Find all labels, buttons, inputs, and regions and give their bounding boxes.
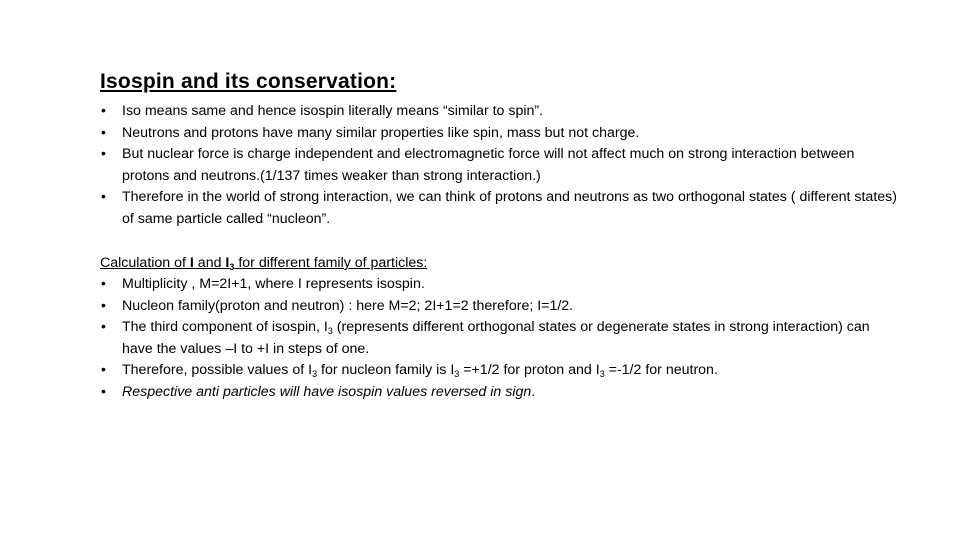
section-heading-i: I (189, 255, 194, 271)
bullet-antiparticles: • Respective anti particles will have isospin values reversed in sign. (100, 382, 900, 404)
section-heading-pre: Calculation of (100, 255, 190, 271)
section-heading-post: for different family of particles: (234, 255, 428, 271)
bullet-charge-independence: • But nuclear force is charge independent and electromagnetic force will not affect much on strong interaction between protons and neutrons.(1/137 times weaker than strong interaction.) (100, 144, 900, 187)
section-heading (100, 253, 427, 275)
bullet-multiplicity: • Multiplicity , M=2I+1, where I represents isospin. (100, 274, 900, 296)
bullet-similar-properties: • Neutrons and protons have many similar properties like spin, mass but not charge. (100, 123, 900, 145)
bullet-possible-values: • Therefore, possible values of $I_3$ for nucleon family is $I_3 =+1/2$ for proton and $I_3 =-1/2$ for neutron. (100, 360, 900, 382)
bullet-nucleon-states: • Therefore in the world of strong interaction, we can think of protons and neutrons as two orthogonal states ( different states) of same particle called “nucleon”. (100, 187, 900, 230)
isospin-bullet-list (100, 101, 900, 230)
section-heading-and: and (193, 255, 226, 271)
bullet-iso-meaning: • Iso means same and hence isospin literally means “similar to spin”. (100, 101, 900, 123)
slide-title: Isospin and its conservation: (100, 70, 397, 93)
bullet-third-component: • The third component of isospin, $I_3$ (represents different orthogonal states or degenerate states in strong interaction) can have the values –I to +I in steps of one. (100, 317, 900, 360)
calculation-bullet-list (100, 274, 900, 403)
bullet-nucleon-family: • Nucleon family(proton and neutron) : here M=2; 2I+1=2 therefore; I=1/2. (100, 296, 900, 318)
section-heading-i3: $I_3$ (225, 255, 235, 272)
